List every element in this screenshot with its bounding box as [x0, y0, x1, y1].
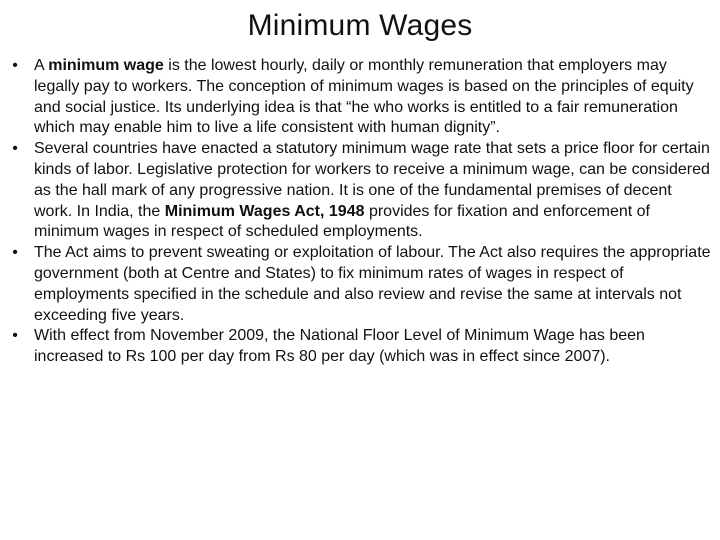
bullet-text [34, 326, 714, 368]
bullet-item [0, 139, 720, 243]
bullet-list [0, 56, 720, 368]
bullet-text-bold-segment: Minimum Wages Act, 1948 [164, 202, 365, 220]
bullet-text-bold-segment: minimum wage [48, 57, 164, 74]
bullet-marker: • [12, 327, 18, 345]
bullet-text [34, 139, 714, 243]
bullet-text-segment: is the lowest hourly, daily or monthly remuneration that employers may legally pay to workers. The conception of minimum wages is based on the principles of equity and social justice. Its underlying idea is that “he who works is entitled to a fair remuneration which may enable him to live a life consistent with human dignity”. [34, 57, 694, 137]
bullet-text [34, 243, 714, 326]
bullet-item [0, 56, 720, 139]
bullet-item [0, 326, 720, 368]
bullet-item [0, 243, 720, 326]
bullet-text-segment: With effect from November 2009, the National Floor Level of Minimum Wage has been increased to Rs 100 per day from Rs 80 per day (which was in effect since 2007). [34, 327, 645, 366]
bullet-marker: • [12, 244, 18, 262]
bullet-text-segment: A [34, 57, 49, 74]
bullet-text-segment: Several countries have enacted a statutory minimum wage rate that sets a price floor for certain kinds of labor. Legislative protection for workers to receive a minimum wage, can be considered as the hall mark of any progressive nation. It is one of the fundamental premises of decent work. In India, the [34, 140, 710, 220]
bullet-text [34, 56, 714, 139]
bullet-text-segment: The Act aims to prevent sweating or exploitation of labour. The Act also requires the appropriate government (both at Centre and States) to fix minimum rates of wages in respect of employments specified in the schedule and also review and revise the same at intervals not exceeding five years. [34, 244, 711, 324]
bullet-text-segment: provides for fixation and enforcement of minimum wages in respect of scheduled employments. [34, 202, 650, 241]
slide-title: Minimum Wages [247, 9, 473, 42]
bullet-marker: • [12, 57, 18, 74]
bullet-marker: • [12, 140, 18, 158]
